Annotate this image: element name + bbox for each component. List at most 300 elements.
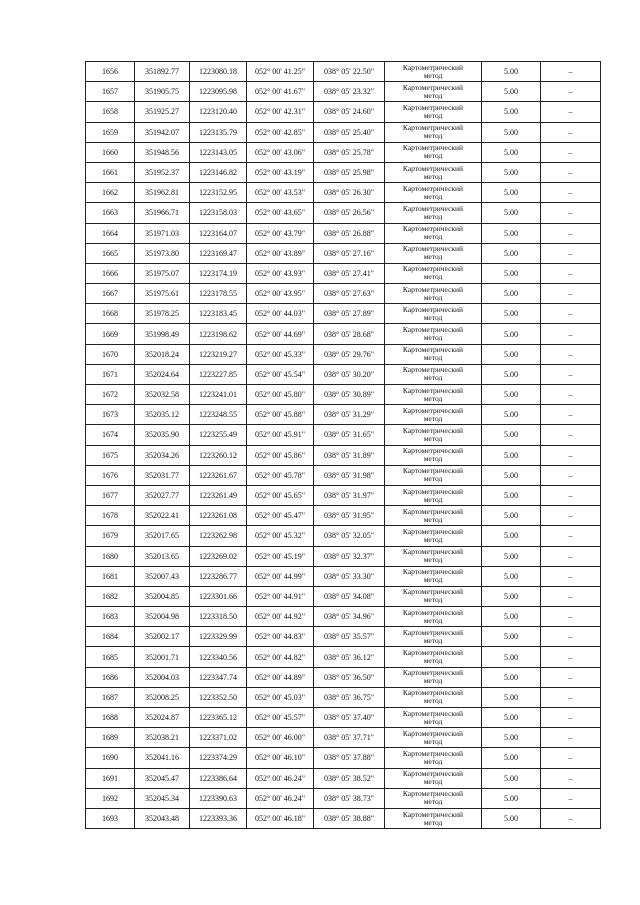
x-coordinate-cell: 352018.24 (135, 344, 190, 364)
point-number-cell: 1685 (86, 647, 135, 667)
method-line-1: Картометрический (402, 688, 464, 698)
method-cell (385, 324, 482, 344)
accuracy-cell: 5.00 (482, 607, 541, 627)
x-coordinate-cell: 351925.27 (135, 102, 190, 122)
table-row (86, 768, 601, 788)
method-cell (385, 62, 482, 82)
x-coordinate-cell: 351948.56 (135, 142, 190, 162)
note-cell: – (541, 526, 601, 546)
y-coordinate-cell: 1223365.12 (190, 708, 247, 728)
note-cell: – (541, 203, 601, 223)
accuracy-cell: 5.00 (482, 263, 541, 283)
method-cell (385, 708, 482, 728)
latitude-cell: 052° 00' 44.82" (247, 647, 314, 667)
accuracy-cell: 5.00 (482, 385, 541, 405)
table-row (86, 808, 601, 828)
x-coordinate-cell: 352013.65 (135, 546, 190, 566)
point-number-cell: 1674 (86, 425, 135, 445)
method-line-2: метод (423, 474, 443, 484)
method-line-2: метод (423, 70, 443, 80)
latitude-cell: 052° 00' 45.86" (247, 445, 314, 465)
accuracy-cell: 5.00 (482, 102, 541, 122)
x-coordinate-cell: 352045.47 (135, 768, 190, 788)
latitude-cell: 052° 00' 46.10" (247, 748, 314, 768)
latitude-cell: 052° 00' 45.03" (247, 687, 314, 707)
y-coordinate-cell: 1223318.50 (190, 607, 247, 627)
x-coordinate-cell: 351966.71 (135, 203, 190, 223)
method-line-1: Картометрический (402, 203, 464, 213)
y-coordinate-cell: 1223135.79 (190, 122, 247, 142)
table-row (86, 62, 601, 82)
point-number-cell: 1673 (86, 405, 135, 425)
note-cell: – (541, 708, 601, 728)
table-row (86, 445, 601, 465)
point-number-cell: 1658 (86, 102, 135, 122)
note-cell: – (541, 162, 601, 182)
table-row (86, 102, 601, 122)
y-coordinate-cell: 1223152.95 (190, 183, 247, 203)
longitude-cell: 038° 05' 38.88" (314, 808, 385, 828)
method-line-1: Картометрический (402, 284, 464, 294)
latitude-cell: 052° 00' 43.53" (247, 183, 314, 203)
accuracy-cell: 5.00 (482, 142, 541, 162)
longitude-cell: 038° 05' 35.57" (314, 627, 385, 647)
x-coordinate-cell: 352031.77 (135, 465, 190, 485)
latitude-cell: 052° 00' 45.78" (247, 465, 314, 485)
method-line-1: Картометрический (402, 345, 464, 355)
x-coordinate-cell: 352024.87 (135, 708, 190, 728)
method-line-1: Картометрический (402, 587, 464, 597)
x-coordinate-cell: 352007.43 (135, 566, 190, 586)
y-coordinate-cell: 1223198.62 (190, 324, 247, 344)
y-coordinate-cell: 1223340.56 (190, 647, 247, 667)
x-coordinate-cell: 351975.61 (135, 284, 190, 304)
latitude-cell: 052° 00' 43.65" (247, 203, 314, 223)
table-row (86, 324, 601, 344)
method-cell (385, 465, 482, 485)
x-coordinate-cell: 351942.07 (135, 122, 190, 142)
method-cell (385, 243, 482, 263)
point-number-cell: 1680 (86, 546, 135, 566)
method-line-1: Картометрический (402, 668, 464, 678)
point-number-cell: 1688 (86, 708, 135, 728)
note-cell: – (541, 465, 601, 485)
method-line-1: Картометрический (402, 264, 464, 274)
note-cell: – (541, 223, 601, 243)
table-row (86, 586, 601, 606)
longitude-cell: 038° 05' 32.05" (314, 526, 385, 546)
point-number-cell: 1681 (86, 566, 135, 586)
table-row (86, 82, 601, 102)
x-coordinate-cell: 352004.85 (135, 586, 190, 606)
method-cell (385, 122, 482, 142)
table-row (86, 183, 601, 203)
longitude-cell: 038° 05' 27.89" (314, 304, 385, 324)
method-cell (385, 728, 482, 748)
note-cell: – (541, 263, 601, 283)
point-number-cell: 1668 (86, 304, 135, 324)
longitude-cell: 038° 05' 31.65" (314, 425, 385, 445)
accuracy-cell: 5.00 (482, 324, 541, 344)
longitude-cell: 038° 05' 27.41" (314, 263, 385, 283)
point-number-cell: 1677 (86, 485, 135, 505)
point-number-cell: 1670 (86, 344, 135, 364)
note-cell: – (541, 748, 601, 768)
method-cell (385, 445, 482, 465)
point-number-cell: 1664 (86, 223, 135, 243)
method-line-1: Картометрический (402, 405, 464, 415)
method-line-1: Картометрический (402, 143, 464, 153)
accuracy-cell: 5.00 (482, 586, 541, 606)
method-cell (385, 627, 482, 647)
note-cell: – (541, 687, 601, 707)
note-cell: – (541, 627, 601, 647)
method-line-2: метод (423, 534, 443, 544)
method-cell (385, 203, 482, 223)
table-row (86, 708, 601, 728)
method-line-2: метод (423, 454, 443, 464)
method-cell (385, 667, 482, 687)
y-coordinate-cell: 1223080.18 (190, 62, 247, 82)
longitude-cell: 038° 05' 26.88" (314, 223, 385, 243)
point-number-cell: 1667 (86, 284, 135, 304)
accuracy-cell: 5.00 (482, 546, 541, 566)
accuracy-cell: 5.00 (482, 223, 541, 243)
x-coordinate-cell: 351998.49 (135, 324, 190, 344)
x-coordinate-cell: 351962.81 (135, 183, 190, 203)
longitude-cell: 038° 05' 27.63" (314, 284, 385, 304)
method-line-1: Картометрический (402, 789, 464, 799)
point-number-cell: 1683 (86, 607, 135, 627)
accuracy-cell: 5.00 (482, 647, 541, 667)
accuracy-cell: 5.00 (482, 304, 541, 324)
y-coordinate-cell: 1223183.45 (190, 304, 247, 324)
longitude-cell: 038° 05' 38.52" (314, 768, 385, 788)
note-cell: – (541, 485, 601, 505)
point-number-cell: 1687 (86, 687, 135, 707)
method-line-1: Картометрический (402, 627, 464, 637)
table-row (86, 526, 601, 546)
longitude-cell: 038° 05' 26.56" (314, 203, 385, 223)
point-number-cell: 1669 (86, 324, 135, 344)
note-cell: – (541, 647, 601, 667)
y-coordinate-cell: 1223120.40 (190, 102, 247, 122)
point-number-cell: 1690 (86, 748, 135, 768)
method-line-2: метод (423, 373, 443, 383)
x-coordinate-cell: 352024.64 (135, 364, 190, 384)
note-cell: – (541, 728, 601, 748)
y-coordinate-cell: 1223261.49 (190, 485, 247, 505)
method-line-2: метод (423, 433, 443, 443)
longitude-cell: 038° 05' 31.97" (314, 485, 385, 505)
method-line-2: метод (423, 595, 443, 605)
longitude-cell: 038° 05' 30.20" (314, 364, 385, 384)
y-coordinate-cell: 1223158.03 (190, 203, 247, 223)
x-coordinate-cell: 352001.71 (135, 647, 190, 667)
latitude-cell: 052° 00' 41.67" (247, 82, 314, 102)
method-cell (385, 405, 482, 425)
method-line-1: Картометрический (402, 304, 464, 314)
longitude-cell: 038° 05' 36.12" (314, 647, 385, 667)
accuracy-cell: 5.00 (482, 344, 541, 364)
method-cell (385, 788, 482, 808)
latitude-cell: 052° 00' 45.57" (247, 708, 314, 728)
latitude-cell: 052° 00' 43.79" (247, 223, 314, 243)
point-number-cell: 1659 (86, 122, 135, 142)
method-line-2: метод (423, 555, 443, 565)
y-coordinate-cell: 1223390.63 (190, 788, 247, 808)
method-line-1: Картометрический (402, 82, 464, 92)
x-coordinate-cell: 352041.16 (135, 748, 190, 768)
longitude-cell: 038° 05' 36.50" (314, 667, 385, 687)
accuracy-cell: 5.00 (482, 62, 541, 82)
accuracy-cell: 5.00 (482, 445, 541, 465)
table-body (86, 62, 601, 829)
method-cell (385, 647, 482, 667)
method-line-2: метод (423, 756, 443, 766)
method-line-2: метод (423, 615, 443, 625)
method-line-2: метод (423, 656, 443, 666)
longitude-cell: 038° 05' 26.30" (314, 183, 385, 203)
note-cell: – (541, 82, 601, 102)
note-cell: – (541, 768, 601, 788)
point-number-cell: 1656 (86, 62, 135, 82)
method-cell (385, 82, 482, 102)
latitude-cell: 052° 00' 43.95" (247, 284, 314, 304)
accuracy-cell: 5.00 (482, 122, 541, 142)
table-row (86, 304, 601, 324)
y-coordinate-cell: 1223248.55 (190, 405, 247, 425)
table-row (86, 748, 601, 768)
longitude-cell: 038° 05' 30.89" (314, 385, 385, 405)
table-row (86, 203, 601, 223)
point-number-cell: 1684 (86, 627, 135, 647)
accuracy-cell: 5.00 (482, 284, 541, 304)
coordinate-table (85, 61, 601, 829)
y-coordinate-cell: 1223261.08 (190, 506, 247, 526)
latitude-cell: 052° 00' 45.33" (247, 344, 314, 364)
x-coordinate-cell: 352043.48 (135, 808, 190, 828)
y-coordinate-cell: 1223219.27 (190, 344, 247, 364)
point-number-cell: 1663 (86, 203, 135, 223)
note-cell: – (541, 304, 601, 324)
point-number-cell: 1676 (86, 465, 135, 485)
y-coordinate-cell: 1223261.67 (190, 465, 247, 485)
method-line-2: метод (423, 232, 443, 242)
method-line-1: Картометрический (402, 809, 464, 819)
accuracy-cell: 5.00 (482, 405, 541, 425)
longitude-cell: 038° 05' 36.75" (314, 687, 385, 707)
method-line-2: метод (423, 131, 443, 141)
point-number-cell: 1662 (86, 183, 135, 203)
accuracy-cell: 5.00 (482, 526, 541, 546)
accuracy-cell: 5.00 (482, 203, 541, 223)
method-line-1: Картометрический (402, 486, 464, 496)
method-line-2: метод (423, 413, 443, 423)
method-line-1: Картометрический (402, 425, 464, 435)
latitude-cell: 052° 00' 45.91" (247, 425, 314, 445)
accuracy-cell: 5.00 (482, 808, 541, 828)
table-row (86, 405, 601, 425)
note-cell: – (541, 445, 601, 465)
method-line-1: Картометрический (402, 526, 464, 536)
point-number-cell: 1675 (86, 445, 135, 465)
latitude-cell: 052° 00' 44.91" (247, 586, 314, 606)
note-cell: – (541, 788, 601, 808)
note-cell: – (541, 344, 601, 364)
accuracy-cell: 5.00 (482, 788, 541, 808)
table-row (86, 687, 601, 707)
latitude-cell: 052° 00' 45.65" (247, 485, 314, 505)
y-coordinate-cell: 1223386.64 (190, 768, 247, 788)
accuracy-cell: 5.00 (482, 667, 541, 687)
accuracy-cell: 5.00 (482, 566, 541, 586)
x-coordinate-cell: 352004.03 (135, 667, 190, 687)
method-cell (385, 425, 482, 445)
y-coordinate-cell: 1223095.98 (190, 82, 247, 102)
point-number-cell: 1661 (86, 162, 135, 182)
method-line-1: Картометрический (402, 325, 464, 335)
method-cell (385, 364, 482, 384)
longitude-cell: 038° 05' 25.78" (314, 142, 385, 162)
longitude-cell: 038° 05' 25.98" (314, 162, 385, 182)
latitude-cell: 052° 00' 45.47" (247, 506, 314, 526)
y-coordinate-cell: 1223241.01 (190, 385, 247, 405)
method-line-2: метод (423, 333, 443, 343)
note-cell: – (541, 122, 601, 142)
note-cell: – (541, 284, 601, 304)
point-number-cell: 1689 (86, 728, 135, 748)
y-coordinate-cell: 1223269.02 (190, 546, 247, 566)
table-row (86, 223, 601, 243)
y-coordinate-cell: 1223146.82 (190, 162, 247, 182)
table-row (86, 284, 601, 304)
accuracy-cell: 5.00 (482, 687, 541, 707)
method-line-2: метод (423, 252, 443, 262)
note-cell: – (541, 102, 601, 122)
point-number-cell: 1666 (86, 263, 135, 283)
point-number-cell: 1671 (86, 364, 135, 384)
method-cell (385, 748, 482, 768)
point-number-cell: 1693 (86, 808, 135, 828)
y-coordinate-cell: 1223227.85 (190, 364, 247, 384)
x-coordinate-cell: 352004.98 (135, 607, 190, 627)
method-cell (385, 506, 482, 526)
table-row (86, 364, 601, 384)
y-coordinate-cell: 1223174.19 (190, 263, 247, 283)
table-row (86, 425, 601, 445)
latitude-cell: 052° 00' 42.85" (247, 122, 314, 142)
point-number-cell: 1657 (86, 82, 135, 102)
x-coordinate-cell: 351892.77 (135, 62, 190, 82)
method-line-1: Картометрический (402, 123, 464, 133)
method-cell (385, 607, 482, 627)
x-coordinate-cell: 352035.12 (135, 405, 190, 425)
x-coordinate-cell: 352008.25 (135, 687, 190, 707)
method-line-2: метод (423, 736, 443, 746)
point-number-cell: 1665 (86, 243, 135, 263)
table-row (86, 728, 601, 748)
table-row (86, 162, 601, 182)
x-coordinate-cell: 351978.25 (135, 304, 190, 324)
table-row (86, 243, 601, 263)
latitude-cell: 052° 00' 44.03" (247, 304, 314, 324)
method-cell (385, 385, 482, 405)
longitude-cell: 038° 05' 34.08" (314, 586, 385, 606)
y-coordinate-cell: 1223169.47 (190, 243, 247, 263)
longitude-cell: 038° 05' 29.76" (314, 344, 385, 364)
note-cell: – (541, 667, 601, 687)
method-line-2: метод (423, 635, 443, 645)
note-cell: – (541, 586, 601, 606)
method-line-1: Картометрический (402, 547, 464, 557)
latitude-cell: 052° 00' 44.89" (247, 667, 314, 687)
accuracy-cell: 5.00 (482, 748, 541, 768)
method-cell (385, 284, 482, 304)
point-number-cell: 1691 (86, 768, 135, 788)
method-line-2: метод (423, 575, 443, 585)
latitude-cell: 052° 00' 45.19" (247, 546, 314, 566)
method-line-1: Картометрический (402, 183, 464, 193)
table-row (86, 627, 601, 647)
x-coordinate-cell: 351905.75 (135, 82, 190, 102)
longitude-cell: 038° 05' 31.29" (314, 405, 385, 425)
method-cell (385, 546, 482, 566)
latitude-cell: 052° 00' 44.83" (247, 627, 314, 647)
x-coordinate-cell: 351975.07 (135, 263, 190, 283)
table-row (86, 667, 601, 687)
method-cell (385, 142, 482, 162)
method-line-1: Картометрический (402, 607, 464, 617)
note-cell: – (541, 183, 601, 203)
latitude-cell: 052° 00' 41.25" (247, 62, 314, 82)
method-cell (385, 687, 482, 707)
method-line-1: Картометрический (402, 748, 464, 758)
method-line-1: Картометрический (402, 224, 464, 234)
longitude-cell: 038° 05' 38.73" (314, 788, 385, 808)
latitude-cell: 052° 00' 46.24" (247, 788, 314, 808)
method-line-2: метод (423, 716, 443, 726)
method-line-2: метод (423, 211, 443, 221)
x-coordinate-cell: 352032.58 (135, 385, 190, 405)
note-cell: – (541, 385, 601, 405)
y-coordinate-cell: 1223260.12 (190, 445, 247, 465)
method-line-2: метод (423, 90, 443, 100)
note-cell: – (541, 566, 601, 586)
latitude-cell: 052° 00' 46.24" (247, 768, 314, 788)
method-cell (385, 485, 482, 505)
latitude-cell: 052° 00' 43.19" (247, 162, 314, 182)
longitude-cell: 038° 05' 32.37" (314, 546, 385, 566)
latitude-cell: 052° 00' 42.31" (247, 102, 314, 122)
note-cell: – (541, 243, 601, 263)
method-line-1: Картометрический (402, 769, 464, 779)
method-line-2: метод (423, 272, 443, 282)
method-line-1: Картометрический (402, 466, 464, 476)
y-coordinate-cell: 1223352.50 (190, 687, 247, 707)
x-coordinate-cell: 352022.41 (135, 506, 190, 526)
method-line-2: метод (423, 292, 443, 302)
x-coordinate-cell: 352035.90 (135, 425, 190, 445)
method-line-2: метод (423, 777, 443, 787)
method-line-2: метод (423, 171, 443, 181)
method-cell (385, 566, 482, 586)
method-line-2: метод (423, 817, 443, 827)
method-line-2: метод (423, 514, 443, 524)
latitude-cell: 052° 00' 45.88" (247, 405, 314, 425)
accuracy-cell: 5.00 (482, 425, 541, 445)
accuracy-cell: 5.00 (482, 183, 541, 203)
